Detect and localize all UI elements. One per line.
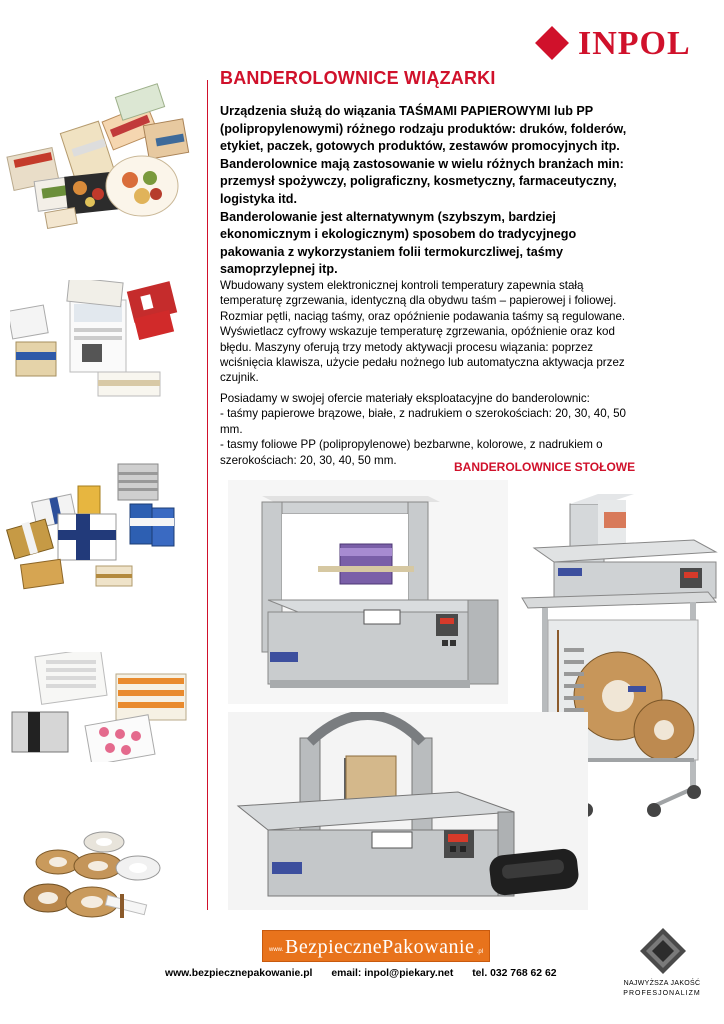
body-line: mm. xyxy=(220,422,243,436)
banding-machine-arch-photo xyxy=(228,480,508,704)
quality-emblem-icon xyxy=(638,926,688,976)
footer-contact xyxy=(165,968,573,979)
inpol-logo xyxy=(536,26,706,62)
banner-pl: .pl xyxy=(476,949,483,955)
logo-diamond-icon xyxy=(535,26,569,60)
body-line: Rozmiar pętli, naciąg taśmy, oraz opóźnienie podawania taśmy są regulowane. xyxy=(220,309,626,323)
body-line: Posiadamy w swojej ofercie materiały eksploatacyjne do banderolownic: xyxy=(220,392,590,405)
footer-website-link[interactable]: www.bezpiecznepakowanie.pl xyxy=(165,968,313,979)
bezpieczne-pakowanie-banner xyxy=(262,930,490,962)
lead-line: samoprzylepnej itp. xyxy=(220,262,338,277)
footer-email-link[interactable]: email: inpol@piekary.net xyxy=(331,968,454,979)
food-packaging-photo xyxy=(6,82,200,232)
banner-brand: BezpiecznePakowanie xyxy=(285,936,475,958)
lead-paragraph xyxy=(220,103,660,279)
lead-line: Urządzenia służą do wiązania TAŚMAMI PAPIEROWYMI lub PP xyxy=(220,104,594,118)
body-line: szerokościach: 20, 30, 40, 50 mm. xyxy=(220,453,397,467)
logo-text: INPOL xyxy=(578,25,691,62)
banner-www: www. xyxy=(269,947,284,953)
lead-line: pakowania z wykorzystaniem folii termokurczliwej, taśmy xyxy=(220,244,563,259)
consumables-paragraph xyxy=(220,391,660,468)
lead-line: przemysł spożywczy, poligraficzny, kosmetyczny, farmaceutyczny, xyxy=(220,174,617,189)
lead-line: (polipropylenowymi) różnego rodzaju produktów: druków, folderów, xyxy=(220,121,627,136)
lead-line: etykiet, paczek, gotowych produktów, zestawów promocyjnych itp. xyxy=(220,139,620,154)
pharmaceutical-packs-photo xyxy=(6,652,196,762)
badge-motto-professionalism: PROFESJONALIZM xyxy=(623,990,701,997)
lead-line: Banderolownice mają zastosowanie w wielu różnych branżach min: xyxy=(220,156,624,171)
body-line: błędu. Maszyny oferują trzy metody aktywacji procesu wiązania: poprzez xyxy=(220,340,594,354)
badge-motto-quality: NAJWYŻSZA JAKOŚĆ xyxy=(623,980,701,987)
body-line: - taśmy papierowe brązowe, białe, z nadrukiem o szerokościach: 20, 30, 40, 50 xyxy=(220,407,626,421)
body-line: - tasmy foliowe PP (polipropylenowe) bezbarwne, kolorowe, z nadrukiem o xyxy=(220,438,603,452)
body-line: Wbudowany system elektronicznej kontroli temperatury zapewnia stałą xyxy=(220,279,584,292)
body-line: czujnik. xyxy=(220,371,259,385)
lead-line: logistyka itd. xyxy=(220,191,297,206)
tape-rolls-photo xyxy=(20,822,170,932)
product-gallery xyxy=(0,70,200,930)
lead-line: Banderolowanie jest alternatywnym (szybszym, bardziej xyxy=(220,209,556,224)
quality-badge xyxy=(612,924,712,1024)
section-subheading: BANDEROLOWNICE STOŁOWE xyxy=(454,460,636,474)
banded-products-photo xyxy=(0,458,190,608)
features-paragraph xyxy=(220,278,660,386)
lead-line: ekonomicznym i ekologicznym) sposobem do tradycyjnego xyxy=(220,227,577,242)
footer-phone: tel. 032 768 62 62 xyxy=(472,968,557,979)
page-title: BANDEROLOWNICE WIĄZARKI xyxy=(220,68,496,88)
printed-materials-photo xyxy=(10,280,180,410)
banding-machine-pedal-photo xyxy=(228,712,588,910)
body-line: wciśnięcia klawisza, użycie pedału nożnego lub automatyczna aktywacja przez xyxy=(220,356,625,370)
body-line: temperaturę zgrzewania, identyczną dla obydwu taśm – papierowej i foliowej. xyxy=(220,294,617,308)
body-line: Wyświetlacz cyfrowy wskazuje temperaturę zgrzewania, opóźnienie oraz kod xyxy=(220,325,615,339)
divider-line xyxy=(207,80,208,910)
